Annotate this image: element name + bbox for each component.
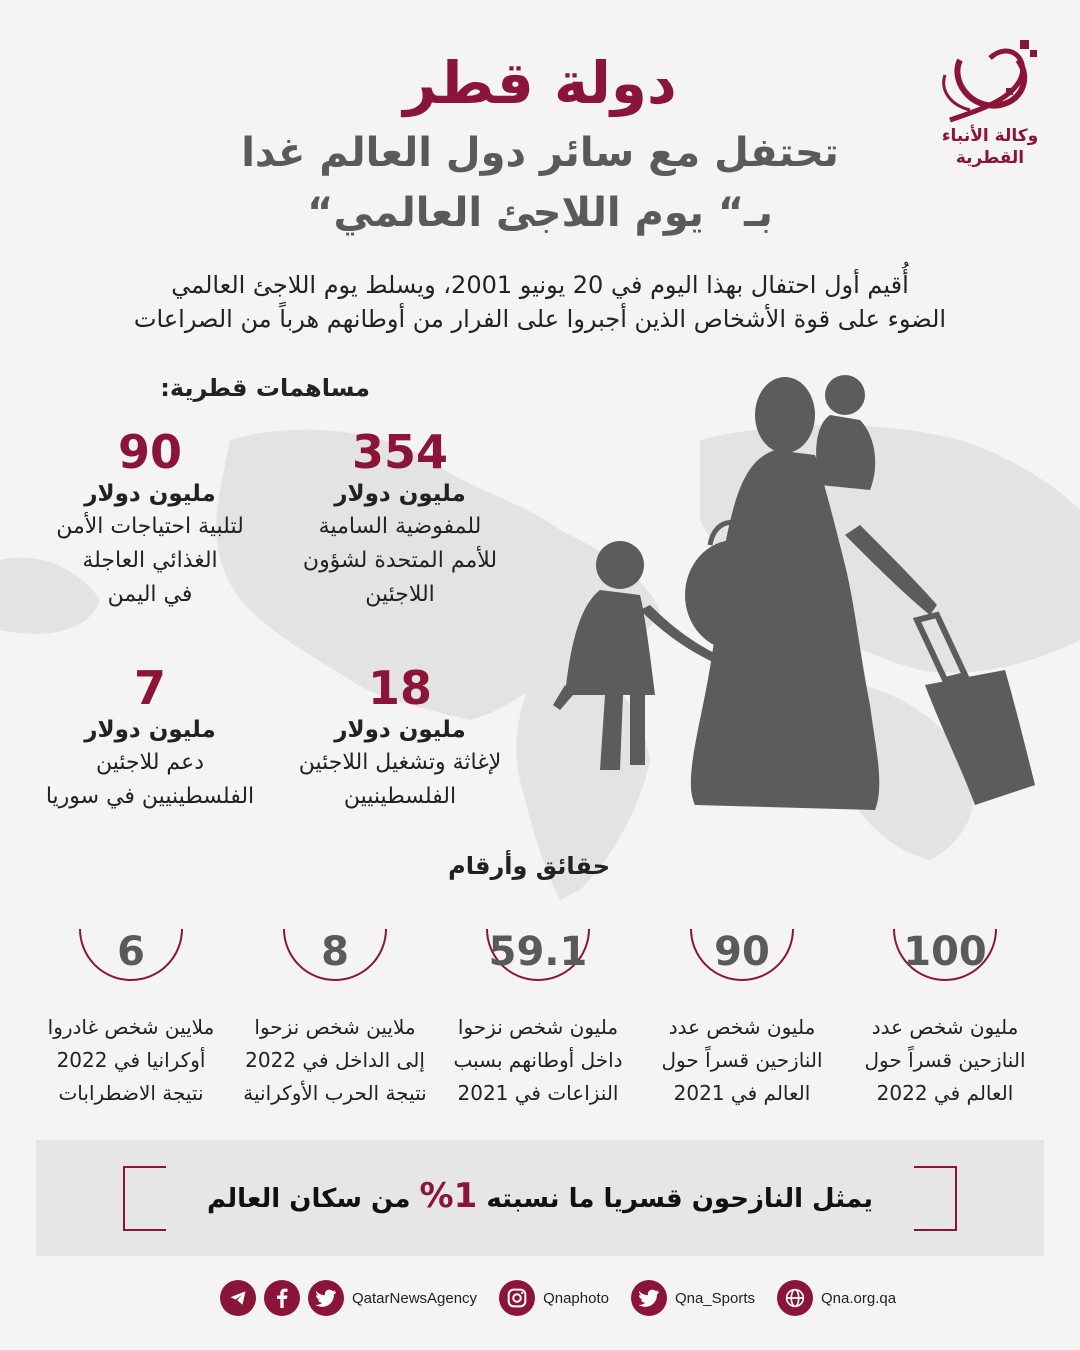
contribution-desc: دعم للاجئين bbox=[95, 750, 204, 775]
facts-title: حقائق وأرقام bbox=[448, 852, 610, 880]
banner-text-before: يمثل النازحون قسريا ما نسبته bbox=[486, 1184, 874, 1214]
contribution-item bbox=[30, 662, 270, 814]
contribution-desc: للأمم المتحدة لشؤون bbox=[302, 548, 498, 573]
logo-text-line2: القطرية bbox=[955, 148, 1025, 168]
fact-desc: مليون شخص نزحوا bbox=[457, 1015, 619, 1039]
instagram-icon[interactable] bbox=[499, 1280, 535, 1316]
contributions-title: مساهمات قطرية: bbox=[160, 374, 370, 402]
globe-icon[interactable] bbox=[777, 1280, 813, 1316]
contribution-value: 90 bbox=[117, 425, 182, 479]
banner-text-after: من سكان العالم bbox=[206, 1184, 411, 1214]
contribution-desc: الغذائي العاجلة bbox=[82, 548, 218, 573]
fact-desc: مليون شخص عدد bbox=[668, 1015, 816, 1039]
fact-value: 90 bbox=[714, 929, 770, 975]
highlight-banner bbox=[36, 1140, 1044, 1256]
page-title: دولة قطر bbox=[403, 49, 677, 117]
fact-arc bbox=[890, 925, 1000, 995]
twitter-icon[interactable] bbox=[308, 1280, 344, 1316]
refugee-family-silhouette bbox=[545, 365, 1045, 825]
intro-line-1: أُقيم أول احتفال بهذا اليوم في 20 يونيو 2001، ويسلط يوم اللاجئ العالمي bbox=[171, 271, 909, 299]
fact-item bbox=[647, 925, 837, 1110]
fact-desc: نتيجة الاضطرابات bbox=[58, 1081, 204, 1105]
fact-desc: العالم في 2021 bbox=[673, 1081, 811, 1105]
fact-arc bbox=[280, 925, 390, 995]
contribution-desc: اللاجئين bbox=[365, 582, 435, 607]
fact-value: 59.1 bbox=[488, 929, 588, 975]
fact-desc: العالم في 2022 bbox=[876, 1081, 1014, 1105]
contribution-desc: لإغاثة وتشغيل اللاجئين bbox=[298, 750, 502, 775]
contribution-desc: الفلسطينيين في سوريا bbox=[45, 784, 255, 809]
handle-label[interactable]: Qna_Sports bbox=[674, 1289, 755, 1307]
banner-text bbox=[36, 1176, 1044, 1216]
contribution-desc: للمفوضية السامية bbox=[318, 514, 482, 539]
subtitle-line-2: بـ“ يوم اللاجئ العالمي“ bbox=[307, 190, 773, 236]
facebook-icon[interactable] bbox=[264, 1280, 300, 1316]
fact-desc: أوكرانيا في 2022 bbox=[56, 1048, 206, 1072]
contribution-value: 18 bbox=[367, 661, 432, 715]
fact-desc: مليون شخص عدد bbox=[871, 1015, 1019, 1039]
fact-arc bbox=[483, 925, 593, 995]
fact-value: 8 bbox=[321, 929, 349, 975]
contribution-value: 7 bbox=[133, 661, 166, 715]
contribution-value: 354 bbox=[351, 425, 449, 479]
subtitle-line-1: تحتفل مع سائر دول العالم غدا bbox=[241, 130, 839, 176]
fact-value: 6 bbox=[117, 929, 145, 975]
fact-desc: داخل أوطانهم بسبب bbox=[453, 1048, 623, 1072]
twitter-icon[interactable] bbox=[631, 1280, 667, 1316]
fact-value: 100 bbox=[903, 929, 987, 975]
fact-desc: النازحين قسراً حول bbox=[661, 1048, 823, 1072]
handle-label[interactable]: Qna.org.qa bbox=[821, 1289, 897, 1307]
contribution-unit: مليون دولار bbox=[334, 481, 466, 507]
fact-item bbox=[240, 925, 430, 1110]
contribution-unit: مليون دولار bbox=[84, 717, 216, 743]
fact-desc: نتيجة الحرب الأوكرانية bbox=[243, 1081, 427, 1105]
handle-label[interactable]: Qnaphoto bbox=[543, 1289, 609, 1307]
fact-desc: ملايين شخص نزحوا bbox=[254, 1015, 416, 1039]
handle-label[interactable]: QatarNewsAgency bbox=[352, 1289, 478, 1307]
fact-item bbox=[36, 925, 226, 1110]
contribution-unit: مليون دولار bbox=[84, 481, 216, 507]
banner-percentage: 1% bbox=[419, 1176, 478, 1216]
logo-text-line1: وكالة الأنباء bbox=[941, 126, 1039, 146]
telegram-icon[interactable] bbox=[220, 1280, 256, 1316]
fact-item bbox=[850, 925, 1040, 1110]
fact-desc: إلى الداخل في 2022 bbox=[245, 1048, 425, 1072]
fact-desc: النزاعات في 2021 bbox=[457, 1081, 619, 1105]
contribution-unit: مليون دولار bbox=[334, 717, 466, 743]
fact-item bbox=[443, 925, 633, 1110]
intro-paragraph bbox=[60, 268, 1020, 336]
fact-desc: النازحين قسراً حول bbox=[864, 1048, 1026, 1072]
fact-desc: ملايين شخص غادروا bbox=[47, 1015, 215, 1039]
contribution-desc: في اليمن bbox=[107, 582, 193, 607]
fact-arc bbox=[76, 925, 186, 995]
social-footer bbox=[220, 1278, 910, 1318]
contribution-item bbox=[280, 426, 520, 612]
fact-arc bbox=[687, 925, 797, 995]
contribution-desc: الفلسطينيين bbox=[343, 784, 457, 809]
contribution-desc: لتلبية احتياجات الأمن bbox=[56, 514, 244, 539]
contribution-item bbox=[280, 662, 520, 814]
contribution-item bbox=[30, 426, 270, 612]
intro-line-2: الضوء على قوة الأشخاص الذين أجبروا على الفرار من أوطانهم هرباً من الصراعات bbox=[133, 305, 947, 333]
